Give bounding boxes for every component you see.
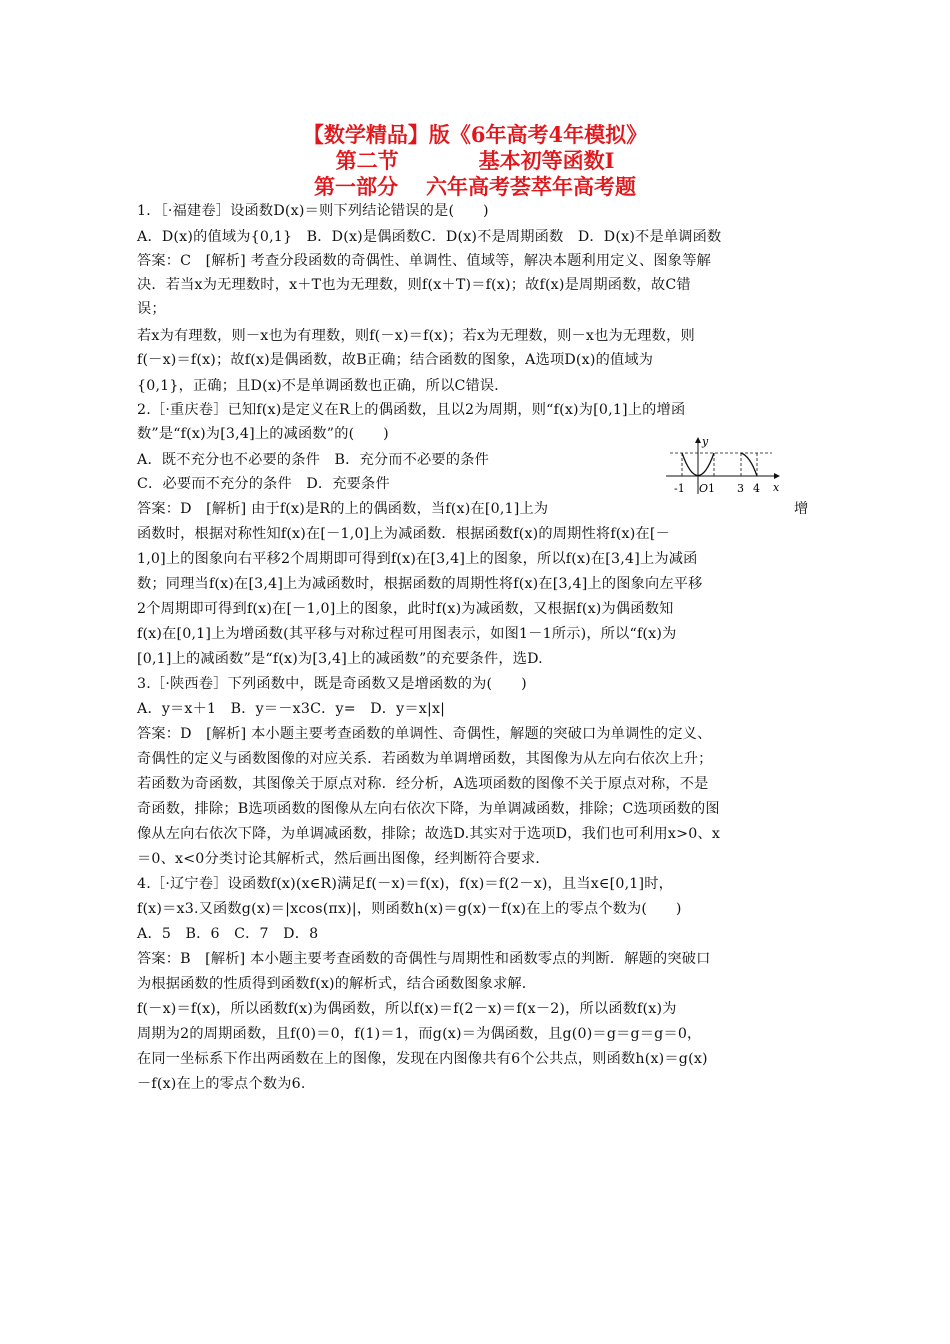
text-line: 数”是“f(x)为[3,4]上的减函数”的( ) — [137, 426, 389, 442]
doc-title-line1: 【数学精品】版《6年高考4年模拟》 — [302, 122, 648, 147]
text-line: 2个周期即可得到f(x)在[－1,0]上的图象，此时f(x)为减函数，又根据f(x)为偶函数知 — [137, 601, 674, 617]
text-line: 答案：D [解析] 本小题主要考查函数的单调性、奇偶性，解题的突破口为单调性的定义、 — [137, 726, 712, 742]
text-line: 若x为有理数，则－x也为有理数，则f(－x)＝f(x)；若x为无理数，则－x也为无理数，则 — [137, 328, 695, 344]
text-line: 1,0]上的图象向右平移2个周期即可得到f(x)在[3,4]上的图象，所以f(x)在[3,4]上为减函 — [137, 551, 698, 567]
text-line: 误； — [137, 301, 166, 317]
text-line: {0,1}，正确；且D(x)不是单调函数也正确，所以C错误． — [137, 378, 509, 394]
text-line: A．D(x)的值域为{0,1} B．D(x)是偶函数C．D(x)不是周期函数 D．D(x)不是单调函数 — [137, 229, 722, 245]
text-line: A．5 B．6 C．7 D．8 — [137, 926, 319, 942]
text-line: 4.［·辽宁卷］设函数f(x)(x∈R)满足f(－x)＝f(x)，f(x)＝f(2－x)，且当x∈[0,1]时， — [137, 876, 674, 892]
text-line — [137, 499, 817, 519]
part-name: 六年高考荟萃年高考题 — [426, 174, 636, 199]
text-line: 在同一坐标系下作出两函数在上的图像，发现在内图像共有6个公共点，则函数h(x)＝g(x) — [137, 1051, 708, 1067]
doc-title-line3 — [0, 174, 950, 200]
function-graph-figure — [662, 436, 784, 498]
text-line: A．y＝x＋1 B．y＝－x3C．y= D．y＝x|x| — [137, 701, 446, 717]
text-line: －f(x)在上的零点个数为6. — [137, 1076, 306, 1092]
tick-label: 1 — [708, 482, 715, 495]
tick-label: -1 — [674, 482, 685, 495]
y-axis-label: y — [702, 436, 709, 448]
tick-label: 4 — [753, 482, 760, 495]
text-line: 像从左向右依次下降，为单调减函数，排除；故选D.其实对于选项D，我们也可利用x>0、x — [137, 826, 721, 842]
y-axis-arrow — [695, 437, 701, 443]
text-line: 1．［·福建卷］设函数D(x)＝则下列结论错误的是( ) — [137, 203, 489, 219]
text-line: [0,1]上的减函数”是“f(x)为[3,4]上的减函数”的充要条件，选D. — [137, 651, 543, 667]
text-line: 数；同理当f(x)在[3,4]上为减函数时，根据函数的周期性将f(x)在[3,4]上的图象向左平移 — [137, 576, 703, 592]
x-axis-label: x — [773, 481, 780, 494]
text-line-main: 答案：D [解析] 由于f(x)是R的上的偶函数，当f(x)在[0,1]上为 — [137, 501, 549, 517]
text-inline-word: 增 — [794, 501, 809, 517]
text-line: 奇偶性的定义与函数图像的对应关系．若函数为单调增函数，其图像为从左向右依次上升； — [137, 751, 713, 767]
text-line: f(－x)＝f(x)；故f(x)是偶函数，故B正确；结合函数的图象，A选项D(x)的值域为 — [137, 352, 654, 368]
text-line: 3.［·陕西卷］下列函数中，既是奇函数又是增函数的为( ) — [137, 676, 527, 692]
text-line: C．必要而不充分的条件 D．充要条件 — [137, 476, 390, 492]
text-line: 函数时，根据对称性知f(x)在[－1,0]上为减函数．根据函数f(x)的周期性将f(x)在[－ — [137, 526, 670, 542]
text-line: A．既不充分也不必要的条件 B．充分而不必要的条件 — [137, 452, 489, 468]
tick-label: O — [699, 482, 709, 495]
text-line: 2.［·重庆卷］已知f(x)是定义在R上的偶函数，且以2为周期，则“f(x)为[0,1]上的增函 — [137, 402, 686, 418]
curve-on-3-4 — [741, 453, 757, 476]
text-line: f(x)＝x3.又函数g(x)＝|xcos(πx)|，则函数h(x)＝g(x)－f(x)在上的零点个数为( ) — [137, 901, 682, 917]
text-line: 周期为2的周期函数，且f(0)＝0，f(1)＝1，而g(x)＝为偶函数，且g(0)＝g＝g＝g＝0， — [137, 1026, 702, 1042]
text-line: f(－x)＝f(x)，所以函数f(x)为偶函数，所以f(x)＝f(2－x)＝f(x－2)，所以函数f(x)为 — [137, 1001, 677, 1017]
section-name: 基本初等函数Ⅰ — [478, 148, 615, 173]
part-number: 第一部分 — [314, 174, 398, 199]
text-line: 奇函数，排除；B选项函数的图像从左向右依次下降，为单调减函数，排除；C选项函数的图 — [137, 801, 720, 817]
section-number: 第二节 — [335, 148, 399, 173]
text-line: 为根据函数的性质得到函数f(x)的解析式，结合函数图象求解． — [137, 976, 537, 992]
x-axis-arrow — [774, 473, 780, 479]
tick-label: 3 — [737, 482, 744, 495]
text-line: 若函数为奇函数，其图像关于原点对称．经分析，A选项函数的图像不关于原点对称，不是 — [137, 776, 709, 792]
doc-title-line2 — [0, 148, 950, 174]
text-line: 答案：B [解析] 本小题主要考查函数的奇偶性与周期性和函数零点的判断．解题的突破口 — [137, 951, 711, 967]
text-line: 答案：C [解析] 考查分段函数的奇偶性、单调性、值域等，解决本题利用定义、图象等解 — [137, 253, 711, 269]
text-line: f(x)在[0,1]上为增函数(其平移与对称过程可用图表示，如图1－1所示)，所以“f(x)为 — [137, 626, 677, 642]
text-line: 决．若当x为无理数时，x＋T也为无理数，则f(x＋T)＝f(x)；故f(x)是周期函数，故C错 — [137, 277, 691, 293]
text-line: ＝0、x<0分类讨论其解析式，然后画出图像，经判断符合要求． — [137, 851, 550, 867]
